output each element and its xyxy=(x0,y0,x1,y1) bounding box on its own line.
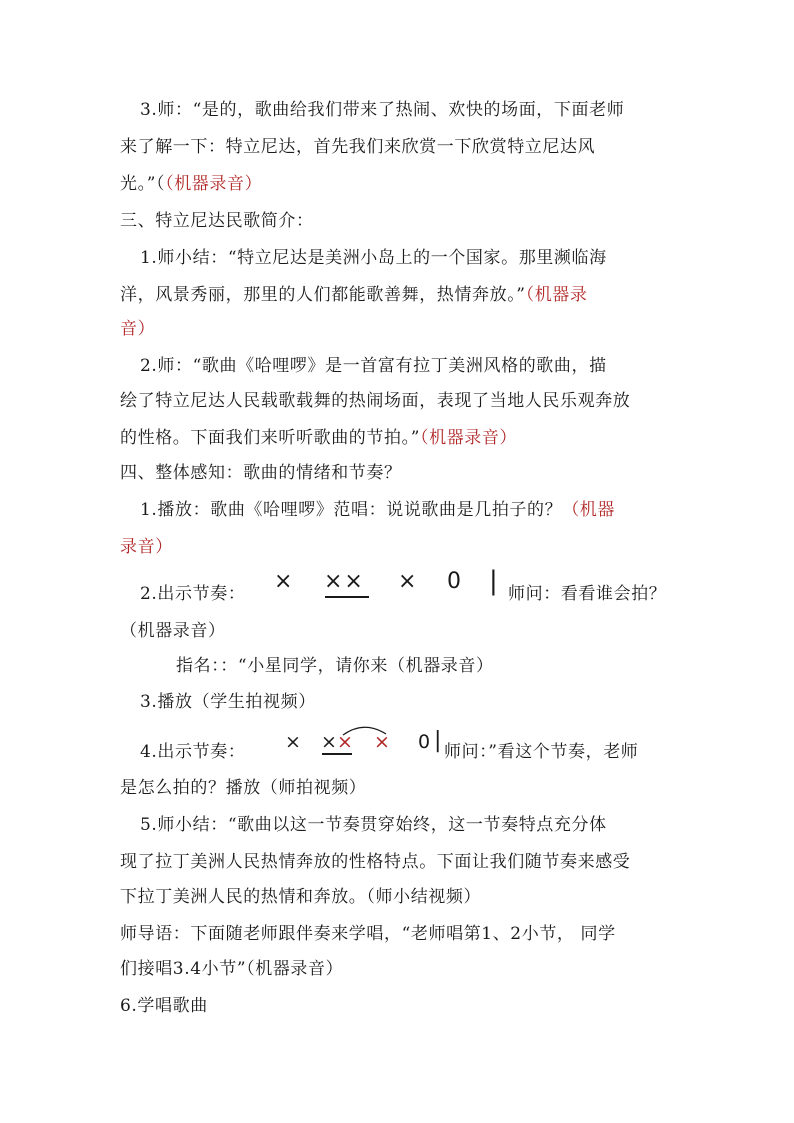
section-3-item-2-line-3 xyxy=(120,428,517,448)
para-3-line-3 xyxy=(120,174,262,194)
section-3-item-2-line-2: 绘了特立尼达人民载歌载舞的热闹场面，表现了当地人民乐观奔放 xyxy=(120,391,631,411)
machine-recording-tag: （机器录 xyxy=(525,285,588,305)
item-text: 1.播放：歌曲《哈哩啰》范唱：说说歌曲是几拍子的？ xyxy=(140,500,563,520)
para-3-line-2: 来了解一下：特立尼达，首先我们来欣赏一下欣赏特立尼达风 xyxy=(120,137,596,157)
eighth-note-beam xyxy=(322,753,352,755)
teacher-guide-line-1: 师导语：下面随老师跟伴奏来学唱，“老师唱第1、2小节， 同学 xyxy=(120,924,616,944)
rhythm-2-followup: 是怎么拍的？播放（师拍视频） xyxy=(120,778,367,798)
section-4-heading: 四、整体感知：歌曲的情绪和节奏？ xyxy=(120,463,402,483)
section-4-item-3: 3.播放（学生拍视频） xyxy=(140,692,316,712)
section-4-item-5-line-2: 现了拉丁美洲人民热情奔放的性格特点。下面让我们随节奏来感受 xyxy=(120,852,631,872)
machine-recording-tag: （机器录音） xyxy=(165,174,263,194)
section-4-item-1-line-1 xyxy=(140,500,615,520)
teacher-guide-line-2: 们接唱3.4小节”（机器录音） xyxy=(120,959,344,979)
rhythm-1-question: 师问：看看谁会拍？ xyxy=(508,584,667,604)
rhythm-note-4-tied: × xyxy=(374,731,390,753)
rhythm-note-3-tied: × xyxy=(337,731,353,753)
rhythm-2-label: 4.出示节奏： xyxy=(140,742,246,762)
section-4-item-5-line-1: 5.师小结：“歌曲以这一节奏贯穿始终，这一节奏特点充分体 xyxy=(140,815,607,835)
para-3-line-1: 3.师：“是的，歌曲给我们带来了热闹、欢快的场面，下面老师 xyxy=(140,100,625,120)
eighth-note-beam xyxy=(325,596,369,598)
section-3-item-1-line-3: 音） xyxy=(120,319,156,339)
rhythm-1-recording: （机器录音） xyxy=(120,621,226,641)
item-text: 的性格。下面我们来听听歌曲的节拍。” xyxy=(120,428,420,448)
item-text: 洋，风景秀丽，那里的人们都能歌善舞，热情奔放。” xyxy=(120,285,526,305)
machine-recording-tag: （机器 xyxy=(562,500,616,520)
call-student: 指名：：“小星同学，请你来（机器录音） xyxy=(176,656,494,676)
rhythm-note-1: × xyxy=(274,569,293,594)
rhythm-rest: 0 xyxy=(447,569,461,594)
machine-recording-tag: （机器录音） xyxy=(420,428,518,448)
rhythm-1-label: 2.出示节奏： xyxy=(140,584,246,604)
rhythm-note-3: × xyxy=(398,569,417,594)
section-3-heading: 三、特立尼达民歌简介： xyxy=(120,211,314,231)
rhythm-note-1: × xyxy=(285,731,301,753)
rhythm-note-2: ×× xyxy=(324,569,365,594)
section-4-item-5-line-3: 下拉丁美洲人民的热情和奔放。（师小结视频） xyxy=(120,887,482,907)
rhythm-rest: 0 xyxy=(418,731,431,753)
section-4-item-1-line-2: 录音） xyxy=(120,537,173,557)
section-4-item-6: 6.学唱歌曲 xyxy=(120,996,208,1016)
barline: | xyxy=(489,566,498,596)
section-3-item-1-line-2 xyxy=(120,285,588,305)
para-3-text: 光。”（ xyxy=(120,174,166,194)
section-3-item-2-line-1: 2.师：“歌曲《哈哩啰》是一首富有拉丁美洲风格的歌曲，描 xyxy=(140,356,607,376)
barline: | xyxy=(434,728,442,753)
rhythm-note-2: × xyxy=(321,731,337,753)
rhythm-2-question: 师问：”看这个节奏，老师 xyxy=(444,742,639,762)
section-3-item-1-line-1: 1.师小结：“特立尼达是美洲小岛上的一个国家。那里濒临海 xyxy=(140,248,607,268)
